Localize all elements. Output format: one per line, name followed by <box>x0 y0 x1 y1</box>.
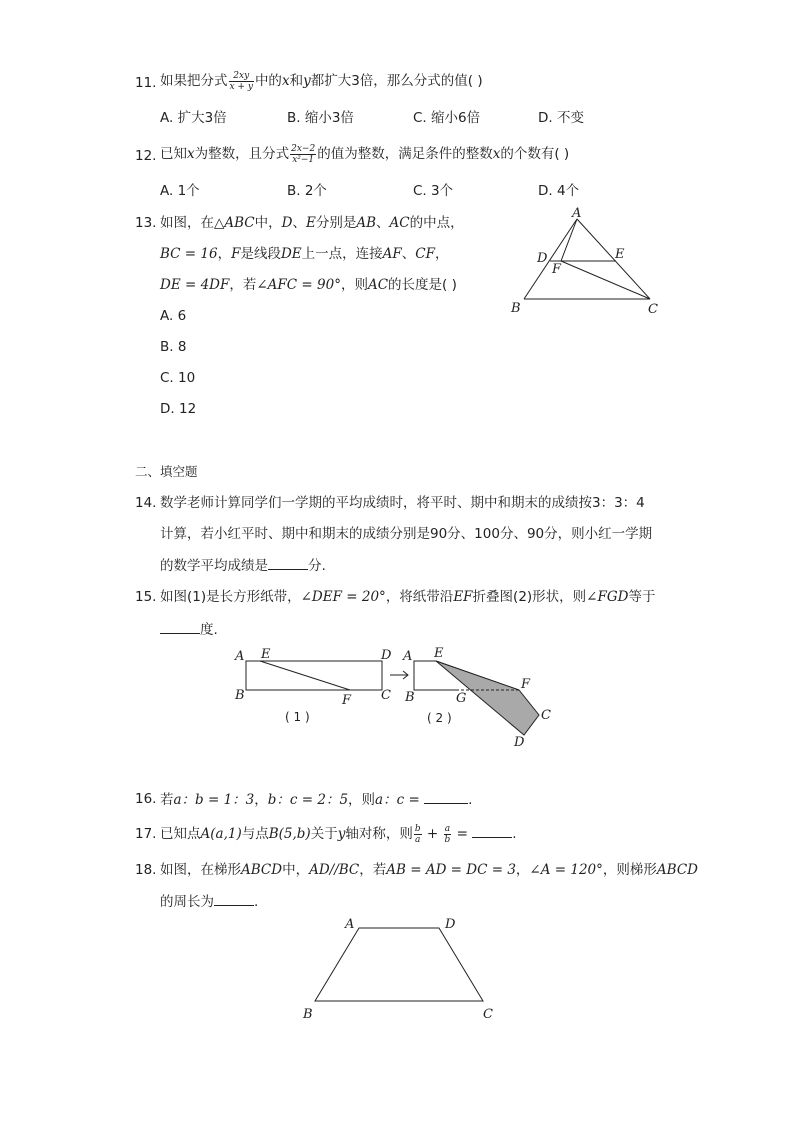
q18-angle: ∠A = 120° <box>529 862 603 878</box>
q15-fig2-label-E: E <box>434 646 444 661</box>
q15-fig2-label-B: B <box>405 690 415 705</box>
q15-fig2-caption: ( 2 ) <box>427 711 452 725</box>
q13-l2-sep: ， <box>217 246 232 262</box>
q18-l2-text: 的周长为 <box>160 894 214 910</box>
q15-answer-blank[interactable] <box>160 619 200 634</box>
q13-l3-text: ，若 <box>229 277 257 293</box>
q13-line1 <box>160 213 464 233</box>
q13-AF: AF <box>382 246 402 262</box>
q18-label-A: A <box>345 917 355 932</box>
q18-text-c: ， <box>515 862 530 878</box>
q15-line1 <box>160 587 655 607</box>
q11-text-pre: 如果把分式 <box>160 73 228 89</box>
q17-frac1-num: b <box>414 823 421 834</box>
q17-text-mid2: 关于 <box>310 826 338 842</box>
q12-option-a: A. 1个 <box>160 183 200 199</box>
q13-l3-text3: 的长度是( ) <box>388 277 457 293</box>
q15-fig2-label-D: D <box>514 735 525 750</box>
q11-frac-num: 2xy <box>229 71 254 82</box>
q13-label-A: A <box>572 206 582 221</box>
q18-label-C: C <box>483 1007 493 1022</box>
q13-l1-sep2: 、 <box>376 215 390 231</box>
q17-period: . <box>512 826 517 842</box>
q12-text-mid2: 的值为整数，满足条件的整数 <box>317 146 493 162</box>
q13-l1-text4: 的中点， <box>409 215 464 231</box>
q18-trapezoid <box>315 928 483 1001</box>
q18-label-D: D <box>445 917 456 932</box>
q11-option-c: C. 缩小6倍 <box>413 110 481 126</box>
q12-text-post: 的个数有( ) <box>500 146 570 162</box>
q12-text-pre: 已知 <box>160 146 187 162</box>
q12-fraction <box>290 144 316 165</box>
q17-frac1 <box>414 824 422 845</box>
q13-label-C: C <box>648 302 658 317</box>
q16-stem <box>160 789 472 810</box>
q12-text-mid: 为整数，且分式 <box>194 146 290 162</box>
q15-fig1-label-B: B <box>235 688 245 703</box>
q18-text-pre: 如图，在梯形 <box>160 862 241 878</box>
q13-bc-eq: BC = 16 <box>160 246 218 262</box>
q17-stem <box>160 817 516 851</box>
q13-DE: DE <box>280 246 302 262</box>
q11-text-mid: 中的 <box>254 73 282 89</box>
q12-x2: x <box>492 146 501 162</box>
q13-AB: AB <box>356 215 376 231</box>
q13-l2-text2: 上一点，连接 <box>301 246 383 262</box>
q13-l1-text: 如图，在 <box>160 215 214 231</box>
q13-option-d: D. 12 <box>160 401 197 417</box>
q15-fig1-label-A: A <box>235 649 245 664</box>
q15-l1-text4: 等于 <box>628 589 656 605</box>
q15-line2 <box>160 619 218 640</box>
q15-angle: ∠DEF = 20° <box>300 589 386 605</box>
q16-text-mid: ，则 <box>348 792 376 808</box>
q17-frac2-num: a <box>444 823 451 834</box>
q13-D: D <box>281 215 293 231</box>
q13-label-D: D <box>537 251 548 266</box>
q12-option-d: D. 4个 <box>538 183 580 199</box>
q13-triangle: △ABC <box>214 215 255 231</box>
q13-label-F: F <box>552 262 562 277</box>
q11-y: y <box>303 73 311 89</box>
q14-answer-blank[interactable] <box>268 555 308 570</box>
q16-answer-blank[interactable] <box>424 789 468 804</box>
q11-option-b: B. 缩小3倍 <box>287 110 354 126</box>
q13-F: F <box>231 246 241 262</box>
q17-point-b: B(5,b) <box>268 826 311 842</box>
q18-figure <box>295 912 505 1027</box>
q17-text-mid3: 轴对称，则 <box>345 826 413 842</box>
q13-line2 <box>160 244 448 264</box>
q11-option-d: D. 不变 <box>538 110 584 126</box>
q18-abcd: ABCD <box>241 862 283 878</box>
q13-option-a: A. 6 <box>160 308 187 324</box>
q18-text-d: ，则梯形 <box>602 862 657 878</box>
q11-fraction <box>229 71 254 92</box>
q14-line2: 计算，若小红平时、期中和期末的成绩分别是90分、100分、90分，则小红一学期 <box>160 526 653 542</box>
q17-number: 17. <box>135 826 157 842</box>
q15-fig1-label-D: D <box>381 648 392 663</box>
q12-option-c: C. 3个 <box>413 183 454 199</box>
q15-fig2-label-G: G <box>456 691 467 706</box>
q18-label-B: B <box>303 1007 313 1022</box>
q14-line1: 数学老师计算同学们一学期的平均成绩时，将平时、期中和期末的成绩按3：3：4 <box>160 495 645 511</box>
q12-frac-den: x²−1 <box>292 154 315 165</box>
q13-line3 <box>160 275 457 295</box>
q13-l3-text2: ，则 <box>340 277 368 293</box>
q18-parallel: AD//BC <box>309 862 360 878</box>
q15-number: 15. <box>135 589 157 605</box>
q17-text-pre: 已知点 <box>160 826 201 842</box>
q16-text-pre: 若 <box>160 792 174 808</box>
q15-fig1-strip <box>246 661 382 690</box>
q14-l3-unit: 分. <box>308 558 326 574</box>
q16-ratio3: a：c = <box>375 792 420 808</box>
q16-period: . <box>468 792 473 808</box>
q13-number: 13. <box>135 215 157 231</box>
q13-option-b: B. 8 <box>160 339 187 355</box>
q17-frac2-den: b <box>444 834 451 845</box>
q11-x: x <box>281 73 290 89</box>
q15-EF: EF <box>453 589 473 605</box>
q17-text-mid: 与点 <box>241 826 269 842</box>
q13-seg-fc <box>561 261 650 299</box>
q13-l1-sep: 、 <box>292 215 306 231</box>
q15-l2-unit: 度. <box>200 622 218 638</box>
q18-equal-sides: AB = AD = DC = 3 <box>386 862 516 878</box>
q18-text-b: ，若 <box>359 862 387 878</box>
q13-label-B: B <box>511 301 521 316</box>
q17-equals: = <box>456 826 468 842</box>
q18-number: 18. <box>135 862 157 878</box>
q18-line1 <box>160 860 698 880</box>
q11-text-post: 都扩大3倍，那么分式的值( ) <box>310 73 483 89</box>
q12-frac-num: 2x−2 <box>291 143 316 154</box>
q15-angle2: ∠FGD <box>586 589 629 605</box>
q13-l1-text2: 中， <box>254 215 282 231</box>
q15-fig1-label-E: E <box>261 647 271 662</box>
q16-ratio1: a：b = 1：3 <box>173 792 255 808</box>
q12-stem <box>160 139 569 169</box>
q18-period: . <box>254 894 259 910</box>
section-title: 二、填空题 <box>135 464 198 479</box>
q13-seg-ab <box>524 219 577 299</box>
q18-line2 <box>160 891 258 912</box>
q11-and: 和 <box>289 73 304 89</box>
q13-angle: ∠AFC = 90° <box>256 277 341 293</box>
q15-fig2-label-A: A <box>403 649 413 664</box>
q13-figure <box>500 205 680 320</box>
q13-de-eq: DE = 4DF <box>160 277 230 293</box>
q15-fig1-label-F: F <box>342 693 352 708</box>
q15-fig1-label-C: C <box>381 688 391 703</box>
q15-l1-text: 如图(1)是长方形纸带， <box>160 589 301 605</box>
q16-ratio2: b：c = 2：5 <box>267 792 349 808</box>
q12-option-b: B. 2个 <box>287 183 327 199</box>
q11-option-a: A. 扩大3倍 <box>160 110 227 126</box>
q18-abcd2: ABCD <box>656 862 698 878</box>
q15-l1-text2: ，将纸带沿 <box>385 589 454 605</box>
q14-l3-text: 的数学平均成绩是 <box>160 558 268 574</box>
q13-l2-sep2: 、 <box>401 246 416 262</box>
q11-stem <box>160 66 483 96</box>
q13-AC2: AC <box>367 277 389 293</box>
q17-point-a: A(a,1) <box>200 826 242 842</box>
q13-E: E <box>305 215 316 231</box>
q16-number: 16. <box>135 791 157 807</box>
q11-number: 11. <box>135 75 157 91</box>
q13-CF: CF <box>415 246 435 262</box>
q13-l1-text3: 分别是 <box>315 215 357 231</box>
q14-number: 14. <box>135 495 157 511</box>
q16-sep: ， <box>254 792 268 808</box>
q13-seg-ac <box>577 219 650 299</box>
q13-l2-text: 是线段 <box>240 246 281 262</box>
q15-fig2-label-C: C <box>541 708 551 723</box>
q12-number: 12. <box>135 148 157 164</box>
q15-fig1-caption: ( 1 ) <box>285 710 310 724</box>
q14-line3 <box>160 555 326 576</box>
q17-frac2 <box>444 824 452 845</box>
q15-l1-text3: 折叠图(2)形状，则 <box>472 589 587 605</box>
q18-answer-blank[interactable] <box>214 891 254 906</box>
q13-option-c: C. 10 <box>160 370 196 386</box>
q15-fig2-label-F: F <box>521 677 531 692</box>
q18-text-a: 中， <box>282 862 310 878</box>
q17-frac1-den: a <box>415 834 421 845</box>
q17-y: y <box>337 826 346 842</box>
q15-fig1-fold-line <box>260 661 350 690</box>
q13-AC: AC <box>389 215 410 231</box>
q15-figure <box>230 645 560 755</box>
q13-l2-sep3: ， <box>434 246 449 262</box>
q17-plus: + <box>426 826 439 842</box>
q17-answer-blank[interactable] <box>472 823 512 838</box>
q12-x: x <box>187 146 195 162</box>
q11-frac-den: x + y <box>229 81 253 92</box>
q13-label-E: E <box>615 247 625 262</box>
